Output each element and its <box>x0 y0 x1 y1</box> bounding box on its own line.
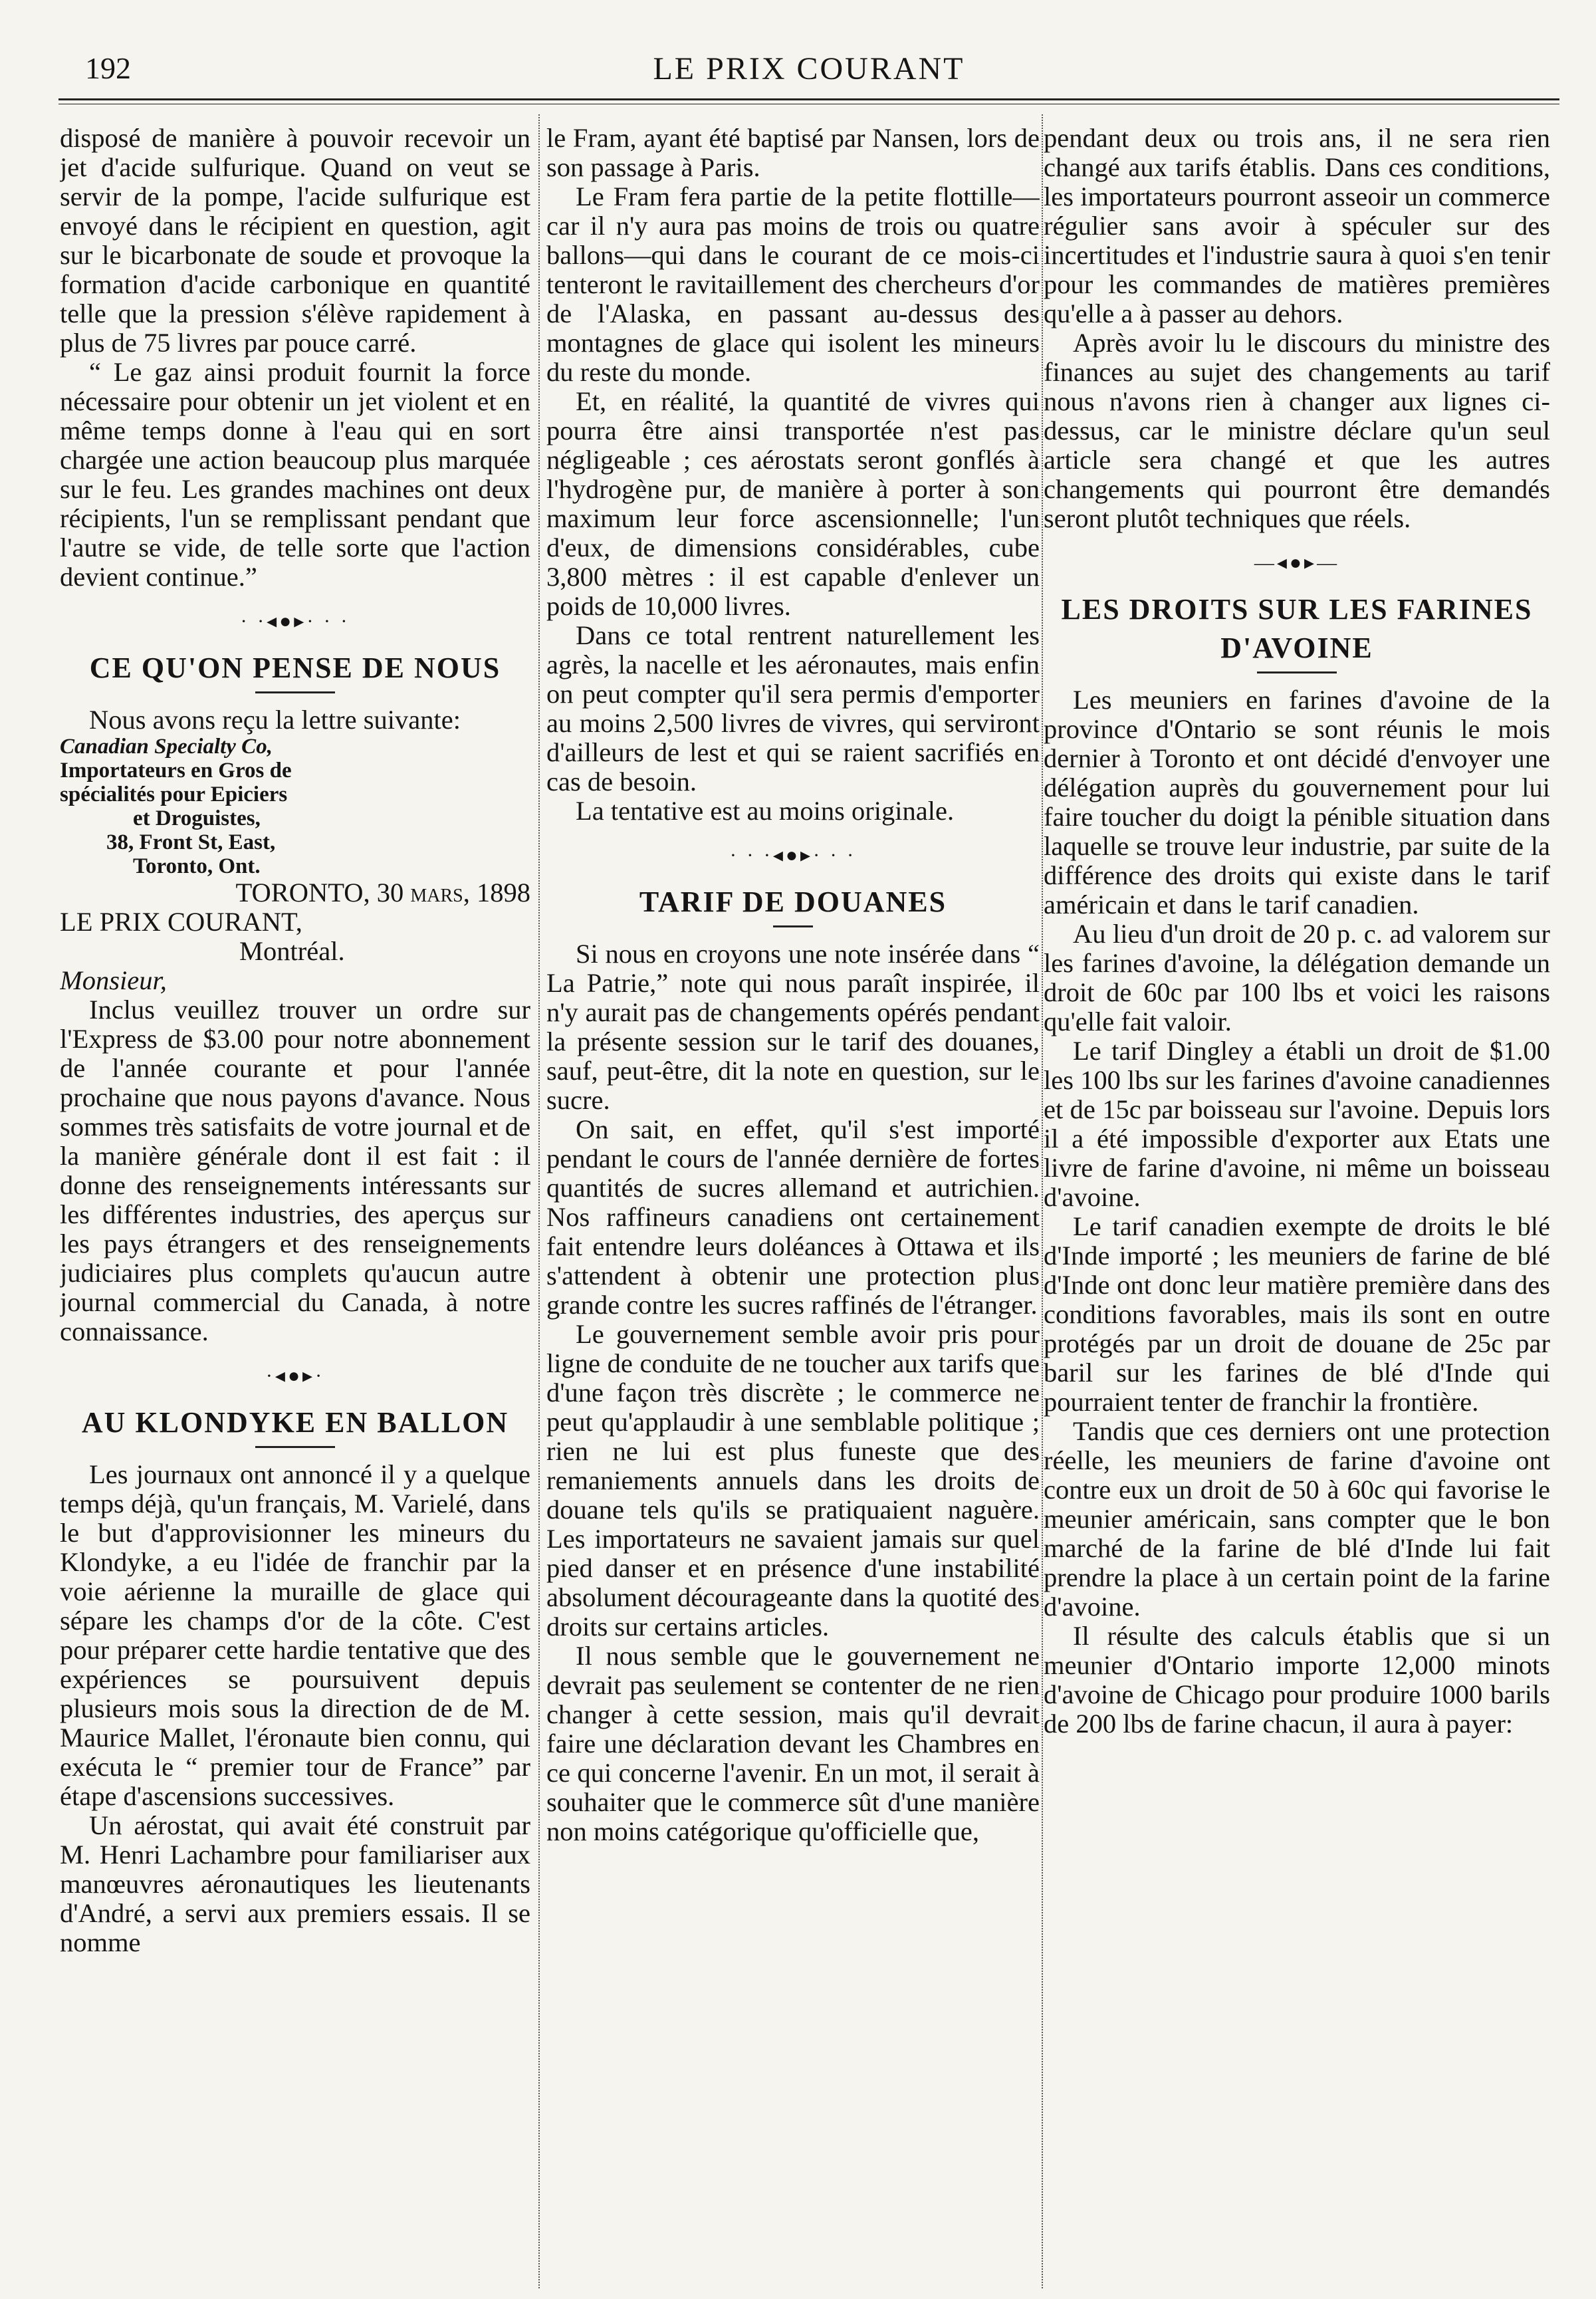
paragraph: Le tarif canadien exempte de droits le blé d'Inde importé ; les meuniers de farine de blé d'Inde ont donc leur matière première dans des conditions favorables, mais ils sont en outre protégés par un droit de douane de 25c par baril sur les farines de blé d'Inde qui pourraient tenter de franchir la frontière. <box>1044 1211 1550 1417</box>
letter-sender-line: spécialités pour Epiciers <box>60 783 288 806</box>
letter-salutation: Monsieur, <box>60 965 167 995</box>
paragraph: Dans ce total rentrent naturellement les agrès, la nacelle et les aéronautes, mais enfin on peut compter qu'il sera permis d'emporter au moins 2,500 livres de vivres, qui serviront d'ailleurs de lest et qui se raient sacrifiés en cas de besoin. <box>546 620 1040 796</box>
paragraph: disposé de manière à pouvoir recevoir un jet d'acide sulfurique. Quand on veut se servir de la pompe, l'acide sulfurique est envoyé dans le récipient en question, agit sur le bicarbonate de soude et provoque la formation d'acide carbonique en quantité telle que la pression s'élève rapidement à plus de 75 livres par pouce carré. <box>60 124 530 358</box>
paragraph: Le tarif Dingley a établi un droit de $1.00 les 100 lbs sur les farines d'avoine canadiennes et de 15c par boisseau sur l'avoine. Depuis lors il a été impossible d'exporter aux Etats une livre de farine d'avoine, ni même un boisseau d'avoine. <box>1044 1036 1550 1212</box>
paragraph: Après avoir lu le discours du ministre des finances au sujet des changements au tarif nous n'avons rien à changer aux lignes ci-dessus, car le ministre déclare qu'un seul article sera changé et que les autres changements qui pourront être demandés seront plutôt techniques que réels. <box>1044 328 1550 533</box>
column-divider <box>538 114 540 2288</box>
paragraph: Le gouvernement semble avoir pris pour ligne de conduite de ne toucher aux tarifs que d'une façon très discrète ; le commerce ne peut qu'applaudir à une semblable politique ; rien ne lui est plus funeste que des remaniements annuels dans les droits de douane tels qu'ils se pratiquaient naguère. Les importateurs ne savaient jamais sur quel pied danser et en présence d'une instabilité absolument décourageante dans la quotité des droits sur certains articles. <box>546 1319 1040 1641</box>
paragraph: Si nous en croyons une note insérée dans “ La Patrie,” note qui nous paraît inspirée, il n'y aurait pas de changements opérés pendant la présente session sur le tarif des douanes, sauf, peut-être, dit la note en question, sur le sucre. <box>546 939 1040 1115</box>
section-ornament: · · ·◂●▸· · · <box>729 844 857 866</box>
letter-sender-line: Importateurs en Gros de <box>60 759 292 783</box>
paragraph: La tentative est au moins originale. <box>576 796 955 826</box>
column-divider <box>1042 114 1043 2288</box>
heading-rule <box>255 1446 335 1448</box>
paragraph: Il nous semble que le gouvernement ne devrait pas seulement se contenter de ne rien changer à cette session, mais qu'il devrait faire une déclaration devant les Chambres en ce qui concerne l'avenir. En un mot, il serait à souhaiter que le commerce sût d'une manière non moins catégorique qu'officielle que, <box>546 1641 1040 1846</box>
column-3 <box>1044 124 1550 2284</box>
section-heading: LES DROITS SUR LES FARINES <box>1061 593 1533 626</box>
paragraph: On sait, en effet, qu'il s'est importé pendant le cours de l'année dernière de fortes quantités de sucres allemand et autrichien. Nos raffineurs canadiens ont certainement fait entendre leurs doléances à Ottawa et ils s'attendent à obtenir une protection plus grande contre les sucres raffinés de l'étranger. <box>546 1114 1040 1320</box>
letter-body: Inclus veuillez trouver un ordre sur l'Express de $3.00 pour notre abonnement de l'année courante et pour l'année prochaine que nous payons d'avance. Nous sommes très satisfaits de votre journal et de la manière générale dont il est fait : il donne des renseignements intéressants sur les différentes industries, des aperçus sur les pays étrangers et des renseignements judiciaires plus complets qu'aucun autre journal commercial du Canada, à notre connaissance. <box>60 995 530 1346</box>
paragraph: pendant deux ou trois ans, il ne sera rien changé aux tarifs établis. Dans ces conditions, les importateurs pourront asseoir un commerce régulier sans avoir à spéculer sur des incertitudes et l'industrie saura à quoi s'en tenir pour les commandes de matières premières qu'elle a à passer au dehors. <box>1044 124 1550 328</box>
letter-sender-line: Toronto, Ont. <box>133 854 261 878</box>
section-ornament: · ·◂●▸· · · <box>240 610 350 632</box>
paragraph: Il résulte des calculs établis que si un meunier d'Ontario importe 12,000 minots d'avoine de Chicago pour produire 1000 barils de 200 lbs de farine chacun, il aura à payer: <box>1044 1621 1550 1739</box>
paragraph: Les journaux ont annoncé il y a quelque temps déjà, qu'un français, M. Varielé, dans le but d'approvisionner les mineurs du Klondyke, a eu l'idée de franchir par la voie aérienne la muraille de glace qui sépare les champs d'or de la côte. C'est pour préparer cette hardie tentative que des expériences se poursuivent depuis plusieurs mois sous la direction de de M. Maurice Mallet, l'éronaute bien connu, qui exécuta le “ premier tour de France” par étape d'ascensions successives. <box>60 1459 530 1811</box>
letter-sender: Canadian Specialty Co, <box>60 735 273 759</box>
section-heading: TARIF DE DOUANES <box>639 886 947 918</box>
column-2 <box>546 124 1040 2284</box>
letter-sender-line: 38, Front St, East, <box>106 830 276 854</box>
letter-date: TORONTO, 30 mars, 1898 <box>235 878 530 908</box>
letter-sender-line: et Droguistes, <box>133 806 261 830</box>
paragraph: Les meuniers en farines d'avoine de la province d'Ontario se sont réunis le mois dernier à Toronto et ont décidé d'envoyer une délégation auprès du gouvernement pour lui faire toucher du doigt la pénible situation dans laquelle se trouve leur industrie, par suite de la différence des droits qui existe dans le tarif américain et dans le tarif canadien. <box>1044 685 1550 919</box>
page-number: 192 <box>85 51 131 85</box>
paragraph: Et, en réalité, la quantité de vivres qui pourra être ainsi transportée n'est pas négligeable ; ces aérostats seront gonflés à l'hydrogène pur, de manière à porter à son maximum leur force ascensionnelle; l'un d'eux, de dimensions considérables, cube 3,800 mètres : il est capable d'enlever un poids de 10,000 livres. <box>546 386 1040 621</box>
header-rule <box>58 98 1559 100</box>
paragraph: Nous avons reçu la lettre suivante: <box>89 705 461 735</box>
section-ornament: ·◂●▸· <box>265 1365 325 1387</box>
paragraph: Le Fram fera partie de la petite flottille—car il n'y aura pas moins de trois ou quatre ballons—qui dans le courant de ce mois-ci tenteront le ravitaillement des chercheurs d'or de l'Alaska, en passant au-dessus des montagnes de glace qui isolent les mineurs du reste du monde. <box>546 182 1040 387</box>
paragraph: “ Le gaz ainsi produit fournit la force nécessaire pour obtenir un jet violent et en même temps donne à l'eau qui en sort chargée une action beaucoup plus marquée sur le feu. Les grandes machines ont deux récipients, l'un se remplissant pendant que l'autre se vide, de telle sorte que l'action devient continue.” <box>60 357 530 592</box>
running-title: LE PRIX COURANT <box>653 51 965 86</box>
section-heading-line-2: D'AVOINE <box>1220 632 1373 664</box>
paragraph: le Fram, ayant été baptisé par Nansen, lors de son passage à Paris. <box>546 124 1040 182</box>
letter-recipient: LE PRIX COURANT, <box>60 907 302 937</box>
paragraph: Un aérostat, qui avait été construit par M. Henri Lachambre pour familiariser aux manœuvres aéronautiques les lieutenants d'André, a servi aux premiers essais. Il se nomme <box>60 1810 530 1957</box>
section-ornament: —◂●▸— <box>1254 552 1340 574</box>
column-1 <box>60 124 530 2284</box>
letter-recipient-city: Montréal. <box>239 936 345 966</box>
section-heading: CE QU'ON PENSE DE NOUS <box>89 652 501 684</box>
heading-rule <box>1257 671 1337 673</box>
page-header <box>58 45 1559 92</box>
heading-rule <box>255 691 335 693</box>
heading-rule <box>773 925 813 927</box>
paragraph: Tandis que ces derniers ont une protection réelle, les meuniers de farine d'avoine ont contre eux un droit de 50 à 60c qui favorise le meunier américain, sans compter que le bon marché de la farine de blé d'Inde lui fait prendre la place à un certain point de la farine d'avoine. <box>1044 1416 1550 1622</box>
paragraph: Au lieu d'un droit de 20 p. c. ad valorem sur les farines d'avoine, la délégation demande un droit de 60c par 100 lbs et voici les raisons qu'elle fait valoir. <box>1044 919 1550 1036</box>
section-heading: AU KLONDYKE EN BALLON <box>81 1406 509 1439</box>
